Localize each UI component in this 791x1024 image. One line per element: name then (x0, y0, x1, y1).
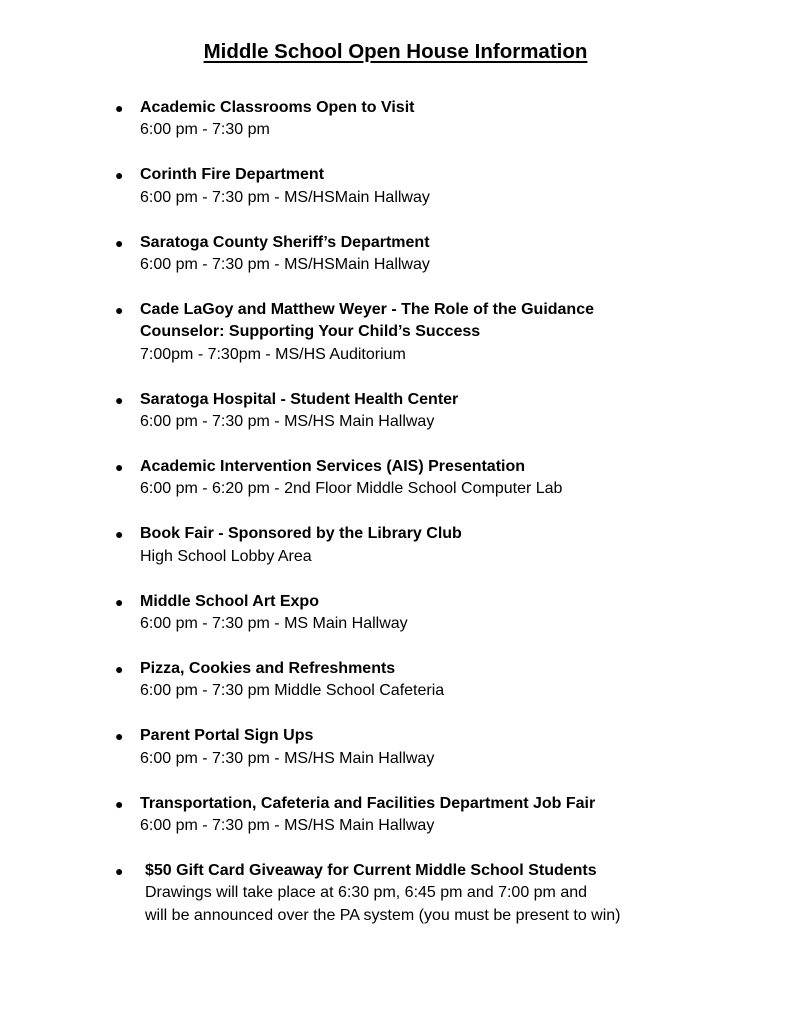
event-heading: Academic Classrooms Open to Visit (140, 99, 415, 116)
list-item (0, 97, 621, 142)
bullet-icon: ● (115, 458, 124, 475)
list-item (0, 456, 621, 501)
bullet-icon: ● (115, 526, 124, 543)
event-detail: 6:00 pm - 7:30 pm - MS/HSMain Hallway (140, 188, 430, 206)
bullet-icon: ● (115, 728, 124, 745)
event-heading: Saratoga County Sheriff’s Department (140, 233, 430, 251)
bullet-icon: ● (115, 391, 124, 408)
list-item (0, 591, 621, 636)
event-detail: will be announced over the PA system (you must be present to win) (145, 906, 621, 924)
bullet-icon: ● (115, 100, 124, 116)
event-detail: Drawings will take place at 6:30 pm, 6:45 pm and 7:00 pm and (145, 884, 588, 902)
page-title: Middle School Open House Information (203, 40, 588, 63)
list-item (0, 860, 621, 927)
event-heading: Cade LaGoy and Matthew Weyer - The Role of the Guidance (140, 300, 594, 318)
event-heading: Saratoga Hospital - Student Health Center (140, 390, 459, 408)
bullet-icon: ● (115, 593, 124, 610)
event-detail: 6:00 pm - 6:20 pm - 2nd Floor Middle School Computer Lab (140, 480, 563, 498)
list-item (0, 658, 621, 703)
event-heading: Academic Intervention Services (AIS) Presentation (140, 457, 526, 475)
bullet-icon: ● (115, 167, 124, 184)
bullet-icon: ● (115, 234, 124, 251)
event-heading: Book Fair - Sponsored by the Library Club (140, 525, 462, 543)
event-heading: Transportation, Cafeteria and Facilities Department Job Fair (140, 794, 596, 812)
list-item (0, 523, 621, 568)
list-item (0, 232, 621, 277)
bullet-icon: ● (115, 660, 124, 677)
bullet-icon: ● (115, 795, 124, 812)
event-detail: 6:00 pm - 7:30 pm (140, 121, 270, 139)
event-heading-cont: Counselor: Supporting Your Child’s Success (140, 323, 481, 341)
list-item (0, 725, 621, 770)
event-detail: 7:00pm - 7:30pm - MS/HS Auditorium (140, 345, 406, 363)
event-detail: High School Lobby Area (140, 547, 312, 565)
event-heading: Middle School Art Expo (140, 592, 319, 610)
event-heading: Parent Portal Sign Ups (140, 727, 314, 745)
list-item (0, 164, 621, 209)
list-item (0, 389, 621, 434)
event-detail: 6:00 pm - 7:30 pm - MS/HSMain Hallway (140, 256, 430, 274)
event-detail: 6:00 pm - 7:30 pm - MS/HS Main Hallway (140, 413, 435, 431)
event-heading: Pizza, Cookies and Refreshments (140, 659, 396, 677)
list-item (0, 299, 621, 366)
event-detail: 6:00 pm - 7:30 pm Middle School Cafeteria (140, 682, 445, 700)
event-heading: $50 Gift Card Giveaway for Current Middle School Students (145, 861, 597, 879)
bullet-icon: ● (115, 862, 124, 879)
event-list (0, 97, 621, 950)
list-item (0, 793, 621, 838)
event-heading: Corinth Fire Department (140, 166, 325, 184)
event-detail: 6:00 pm - 7:30 pm - MS Main Hallway (140, 615, 408, 632)
event-detail: 6:00 pm - 7:30 pm - MS/HS Main Hallway (140, 816, 435, 834)
event-detail: 6:00 pm - 7:30 pm - MS/HS Main Hallway (140, 749, 435, 767)
bullet-icon: ● (115, 301, 124, 318)
